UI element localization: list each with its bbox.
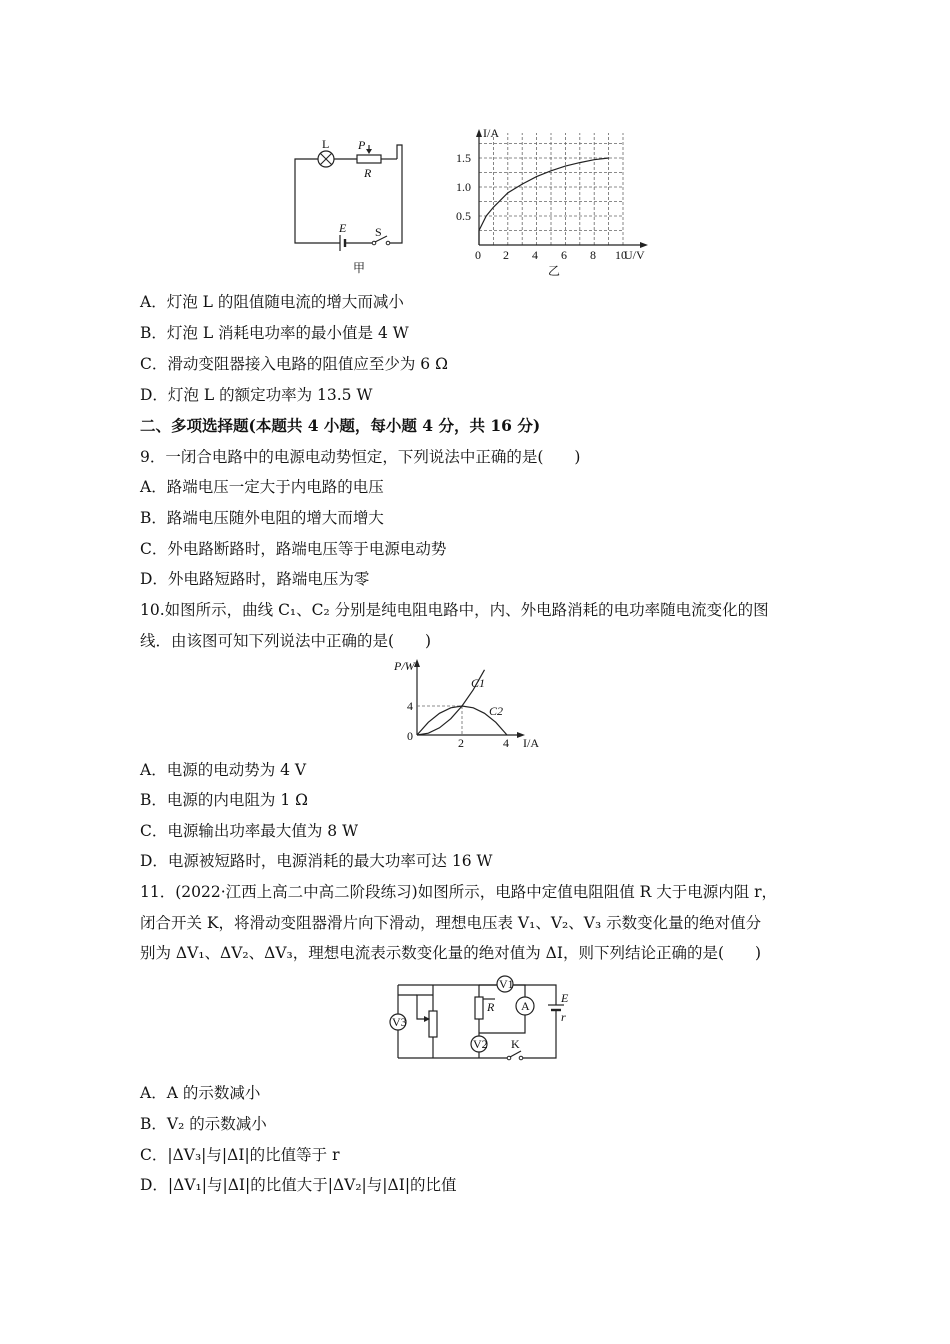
q11-stem-line1: 11．(2022·江西上高二中高二阶段练习)如图所示，电路中定值电阻阻值 R 大于电源内阻 r， bbox=[140, 883, 778, 901]
iu-x-tick: 4 bbox=[532, 248, 538, 262]
iu-x-tick: 0 bbox=[475, 248, 481, 262]
q9-option-c: C．外电路断路时，路端电压等于电源电动势 bbox=[140, 540, 447, 558]
q10-stem-line2: 线．由该图可知下列说法中正确的是( ) bbox=[140, 632, 432, 650]
rheostat-resistor bbox=[357, 155, 381, 163]
iu-graph-figure bbox=[450, 125, 670, 280]
lamp-label: L bbox=[322, 137, 330, 151]
rheostat-resistor bbox=[429, 1011, 437, 1037]
battery-label: E bbox=[339, 221, 347, 235]
q8-option-c: C．滑动变阻器接入电路的阻值应至少为 6 Ω bbox=[140, 355, 448, 373]
iu-y-axis-label: I/A bbox=[483, 126, 499, 140]
iu-x-tick: 8 bbox=[590, 248, 596, 262]
battery-r-label: r bbox=[561, 1010, 566, 1024]
ammeter-label: A bbox=[521, 999, 530, 1013]
switch-label: S bbox=[375, 225, 382, 239]
q10-stem-line1: 10.如图所示，曲线 C₁、C₂ 分别是纯电阻电路中，内、外电路消耗的电功率随电流变化的图 bbox=[140, 601, 769, 619]
iu-x-ticks bbox=[475, 248, 627, 262]
ammeter bbox=[516, 997, 534, 1015]
iu-y-ticks bbox=[456, 151, 471, 223]
v1-meter bbox=[497, 976, 514, 992]
c1-label: C1 bbox=[471, 676, 486, 690]
q10-option-c: C．电源输出功率最大值为 8 W bbox=[140, 822, 359, 840]
q11-option-c: C．|ΔV₃|与|ΔI|的比值等于 r bbox=[140, 1146, 340, 1164]
v3-meter bbox=[390, 1014, 407, 1030]
q9-option-a: A．路端电压一定大于内电路的电压 bbox=[140, 478, 384, 496]
v3-label: V3 bbox=[392, 1015, 407, 1029]
q11-option-b: B．V₂ 的示数减小 bbox=[140, 1115, 267, 1133]
v2-meter bbox=[471, 1036, 488, 1052]
figure-jia-caption: 甲 bbox=[353, 261, 366, 275]
switch-label: K bbox=[511, 1037, 520, 1051]
q10-option-b: B．电源的内电阻为 1 Ω bbox=[140, 791, 308, 809]
q9-option-d: D．外电路短路时，路端电压为零 bbox=[140, 570, 370, 588]
c2-label: C2 bbox=[489, 704, 504, 718]
q8-option-b: B．灯泡 L 消耗电功率的最小值是 4 W bbox=[140, 324, 409, 342]
iu-x-axis-label: U/V bbox=[624, 248, 645, 262]
battery-symbol bbox=[340, 235, 345, 251]
lamp-symbol bbox=[318, 151, 334, 167]
iu-grid bbox=[479, 133, 623, 245]
circuit-jia-figure bbox=[285, 135, 425, 280]
r-label: R bbox=[487, 1000, 495, 1014]
pw-x-axis-label: I/A bbox=[523, 736, 539, 750]
circuit-jia-wires bbox=[295, 145, 402, 243]
iu-y-tick: 1.0 bbox=[456, 180, 471, 194]
pw-origin: 0 bbox=[407, 729, 413, 743]
iu-y-tick: 0.5 bbox=[456, 209, 471, 223]
q10-option-a: A．电源的电动势为 4 V bbox=[140, 761, 307, 779]
resistor-label: R bbox=[364, 166, 372, 180]
figure-yi-caption: 乙 bbox=[548, 264, 561, 278]
q9-option-b: B．路端电压随外电阻的增大而增大 bbox=[140, 509, 384, 527]
q10-option-d: D．电源被短路时，电源消耗的最大功率可达 16 W bbox=[140, 852, 493, 870]
pw-axes bbox=[414, 659, 525, 738]
circuit-q11-figure bbox=[355, 973, 575, 1068]
q11-stem-line2: 闭合开关 K，将滑动变阻器滑片向下滑动，理想电压表 V₁、V₂、V₃ 示数变化量的绝对值分 bbox=[140, 914, 762, 932]
power-graph-figure bbox=[385, 655, 555, 755]
pw-y-axis-label bbox=[393, 659, 416, 673]
slider-label: P bbox=[358, 138, 366, 152]
pw-x-tick: 4 bbox=[503, 736, 509, 750]
section-title: 二、多项选择题(本题共 4 小题，每小题 4 分，共 16 分) bbox=[140, 416, 541, 435]
q11-option-d: D．|ΔV₁|与|ΔI|的比值大于|ΔV₂|与|ΔI|的比值 bbox=[140, 1176, 457, 1194]
pw-y-axis-label-text: P/W bbox=[394, 659, 415, 673]
q8-option-a: A．灯泡 L 的阻值随电流的增大而减小 bbox=[140, 293, 404, 311]
v2-label: V2 bbox=[473, 1037, 488, 1051]
iu-x-tick: 10 bbox=[615, 248, 627, 262]
q8-option-d: D．灯泡 L 的额定功率为 13.5 W bbox=[140, 386, 373, 404]
fixed-resistor bbox=[475, 997, 483, 1019]
iu-x-tick: 6 bbox=[561, 248, 567, 262]
iu-y-tick: 1.5 bbox=[456, 151, 471, 165]
slider-arrow bbox=[366, 145, 372, 154]
v1-label: V1 bbox=[499, 977, 514, 991]
iu-x-tick: 2 bbox=[503, 248, 509, 262]
q9-stem: 9．一闭合电路中的电源电动势恒定，下列说法中正确的是( ) bbox=[140, 448, 581, 466]
pw-y-tick: 4 bbox=[407, 699, 413, 713]
switch-symbol bbox=[507, 1051, 523, 1060]
q11-stem-line3: 别为 ΔV₁、ΔV₂、ΔV₃，理想电流表示数变化量的绝对值为 ΔI，则下列结论正确的是( ) bbox=[140, 944, 762, 962]
battery-e-label: E bbox=[561, 991, 569, 1005]
q11-option-a: A．A 的示数减小 bbox=[140, 1084, 261, 1102]
pw-x-tick: 2 bbox=[458, 736, 464, 750]
